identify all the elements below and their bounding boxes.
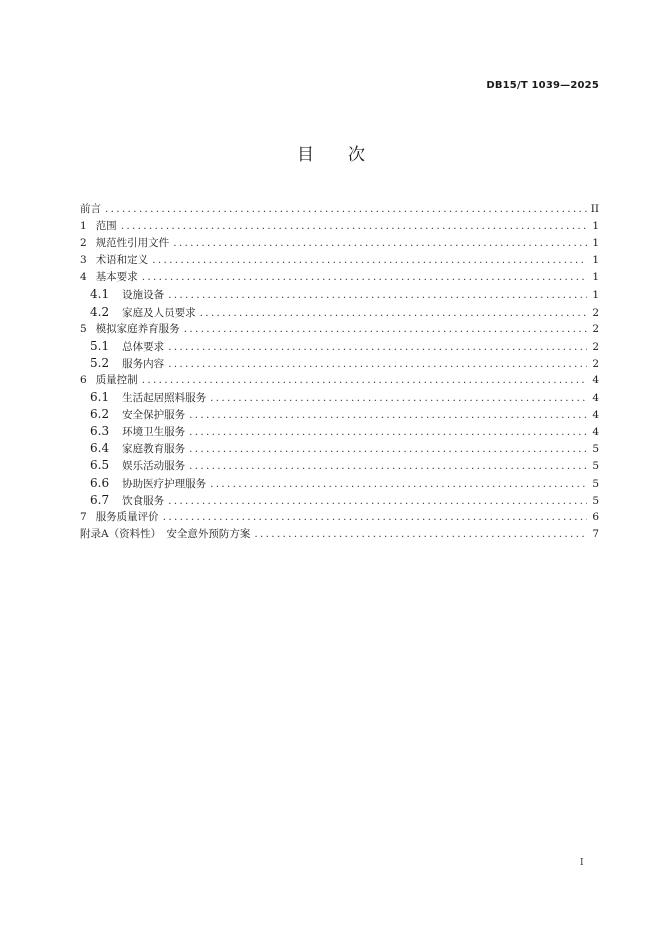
page-number: I bbox=[580, 858, 584, 868]
toc-entry-number: 6.6 bbox=[90, 475, 110, 490]
toc-leader-dots bbox=[152, 252, 587, 269]
toc-entry-page: 2 bbox=[592, 306, 599, 319]
toc-leader-dots bbox=[189, 441, 587, 458]
toc-entry[interactable] bbox=[80, 338, 599, 355]
toc-entry-page: 5 bbox=[592, 494, 599, 507]
toc-entry[interactable] bbox=[80, 286, 599, 303]
toc-entry-number: 6.4 bbox=[90, 441, 110, 456]
toc-entry[interactable] bbox=[80, 457, 599, 474]
toc-entry[interactable] bbox=[80, 201, 599, 218]
toc-entry-label: 基本要求 bbox=[95, 271, 138, 284]
toc-entry[interactable] bbox=[80, 252, 599, 269]
toc-entry-label: 环境卫生服务 bbox=[122, 426, 186, 439]
toc-entry-page: 1 bbox=[592, 254, 599, 267]
toc-entry-label: 前言 bbox=[80, 203, 101, 215]
toc-entry[interactable] bbox=[80, 423, 599, 440]
toc-entry-label: 规范性引用文件 bbox=[95, 237, 170, 250]
toc-entry-page: 1 bbox=[592, 237, 599, 250]
toc-leader-dots bbox=[210, 390, 587, 407]
toc-entry-label: 娱乐活动服务 bbox=[122, 460, 186, 473]
toc-entry-page: II bbox=[590, 203, 599, 215]
toc-entry-number: 6.5 bbox=[90, 458, 110, 473]
toc-entry-label: 设施设备 bbox=[122, 289, 165, 302]
toc-entry-page: 1 bbox=[592, 220, 599, 233]
toc-entry[interactable] bbox=[80, 526, 599, 543]
toc-entry[interactable] bbox=[80, 475, 599, 492]
toc-entry[interactable] bbox=[80, 406, 599, 423]
toc-entry-page: 1 bbox=[592, 271, 599, 284]
toc-leader-dots bbox=[189, 458, 587, 475]
toc-entry-label: 模拟家庭养育服务 bbox=[95, 322, 180, 335]
toc-leader-dots bbox=[142, 372, 587, 389]
toc-entry-number: 6.1 bbox=[90, 390, 110, 405]
document-code: DB15/T 1039—2025 bbox=[486, 80, 599, 91]
toc-leader-dots bbox=[142, 269, 587, 286]
toc-entry-label: 家庭及人员要求 bbox=[122, 306, 196, 319]
toc-entry-label: 服务内容 bbox=[122, 357, 165, 370]
toc-entry[interactable] bbox=[80, 389, 599, 406]
toc-entry-number: 2 bbox=[80, 237, 87, 250]
toc-entry-number: 6.2 bbox=[90, 407, 110, 422]
toc-entry-label: 服务质量评价 bbox=[95, 510, 159, 523]
toc-entry-page: 2 bbox=[592, 340, 599, 353]
toc-entry[interactable] bbox=[80, 440, 599, 457]
toc-entry-page: 5 bbox=[592, 443, 599, 456]
toc-leader-dots bbox=[254, 526, 587, 543]
toc-entry-label: 质量控制 bbox=[95, 373, 138, 386]
toc-leader-dots bbox=[168, 339, 587, 356]
toc-entry-number: 3 bbox=[80, 254, 87, 267]
toc-entry-page: 4 bbox=[592, 392, 599, 405]
toc-entry[interactable] bbox=[80, 235, 599, 252]
toc-entry-number: 6.7 bbox=[90, 492, 110, 507]
toc-entry-number: 5.2 bbox=[90, 355, 110, 370]
toc-entry-page: 7 bbox=[592, 527, 599, 540]
toc-entry-page: 4 bbox=[592, 426, 599, 439]
toc-leader-dots bbox=[168, 493, 587, 510]
toc-entry[interactable] bbox=[80, 321, 599, 338]
toc-entry[interactable] bbox=[80, 372, 599, 389]
toc-entry-page: 1 bbox=[592, 289, 599, 302]
toc-entry-label: 家庭教育服务 bbox=[122, 443, 186, 456]
toc-entry-number: 4 bbox=[80, 271, 87, 284]
toc-entry[interactable] bbox=[80, 355, 599, 372]
toc-leader-dots bbox=[189, 407, 587, 424]
toc-entry-label: 术语和定义 bbox=[95, 254, 149, 267]
toc-entry-number: 5 bbox=[80, 322, 87, 335]
toc-entry-label: 范围 bbox=[95, 220, 117, 233]
toc-entry-number: 6.3 bbox=[90, 424, 110, 439]
toc-entry[interactable] bbox=[80, 304, 599, 321]
toc-entry-page: 6 bbox=[592, 510, 599, 523]
toc-leader-dots bbox=[173, 235, 587, 252]
toc-entry[interactable] bbox=[80, 492, 599, 509]
toc-entry-page: 4 bbox=[592, 373, 599, 386]
toc-leader-dots bbox=[121, 218, 587, 235]
toc-leader-dots bbox=[184, 321, 587, 338]
page-title: 目 次 bbox=[297, 145, 365, 165]
toc-leader-dots bbox=[168, 287, 587, 304]
toc-entry-page: 5 bbox=[592, 460, 599, 473]
toc-leader-dots bbox=[189, 424, 587, 441]
toc-leader-dots bbox=[163, 509, 587, 526]
toc-entry-page: 2 bbox=[592, 357, 599, 370]
toc-entry-page: 5 bbox=[592, 477, 599, 490]
toc-entry-label: 生活起居照料服务 bbox=[122, 392, 207, 405]
toc-entry-number: 4.1 bbox=[90, 287, 110, 302]
toc-entry-number: 5.1 bbox=[90, 338, 110, 353]
toc-entry-number: 4.2 bbox=[90, 304, 110, 319]
toc-leader-dots bbox=[168, 356, 587, 373]
toc-entry-number: 1 bbox=[80, 220, 87, 233]
toc-entry[interactable] bbox=[80, 218, 599, 235]
toc-entry-label: 饮食服务 bbox=[122, 494, 165, 507]
toc-entry-number: 7 bbox=[80, 510, 87, 523]
toc-entry[interactable] bbox=[80, 269, 599, 286]
toc-entry-label: 附录A（资料性） 安全意外预防方案 bbox=[80, 527, 251, 540]
table-of-contents bbox=[80, 201, 599, 543]
toc-leader-dots bbox=[200, 305, 587, 322]
toc-leader-dots bbox=[210, 476, 587, 493]
toc-entry-label: 总体要求 bbox=[122, 340, 165, 353]
toc-entry-page: 2 bbox=[592, 322, 599, 335]
toc-leader-dots bbox=[105, 201, 587, 218]
toc-entry-label: 安全保护服务 bbox=[122, 409, 186, 422]
toc-entry-number: 6 bbox=[80, 373, 87, 386]
toc-entry[interactable] bbox=[80, 509, 599, 526]
toc-entry-label: 协助医疗护理服务 bbox=[122, 477, 207, 490]
toc-entry-page: 4 bbox=[592, 409, 599, 422]
